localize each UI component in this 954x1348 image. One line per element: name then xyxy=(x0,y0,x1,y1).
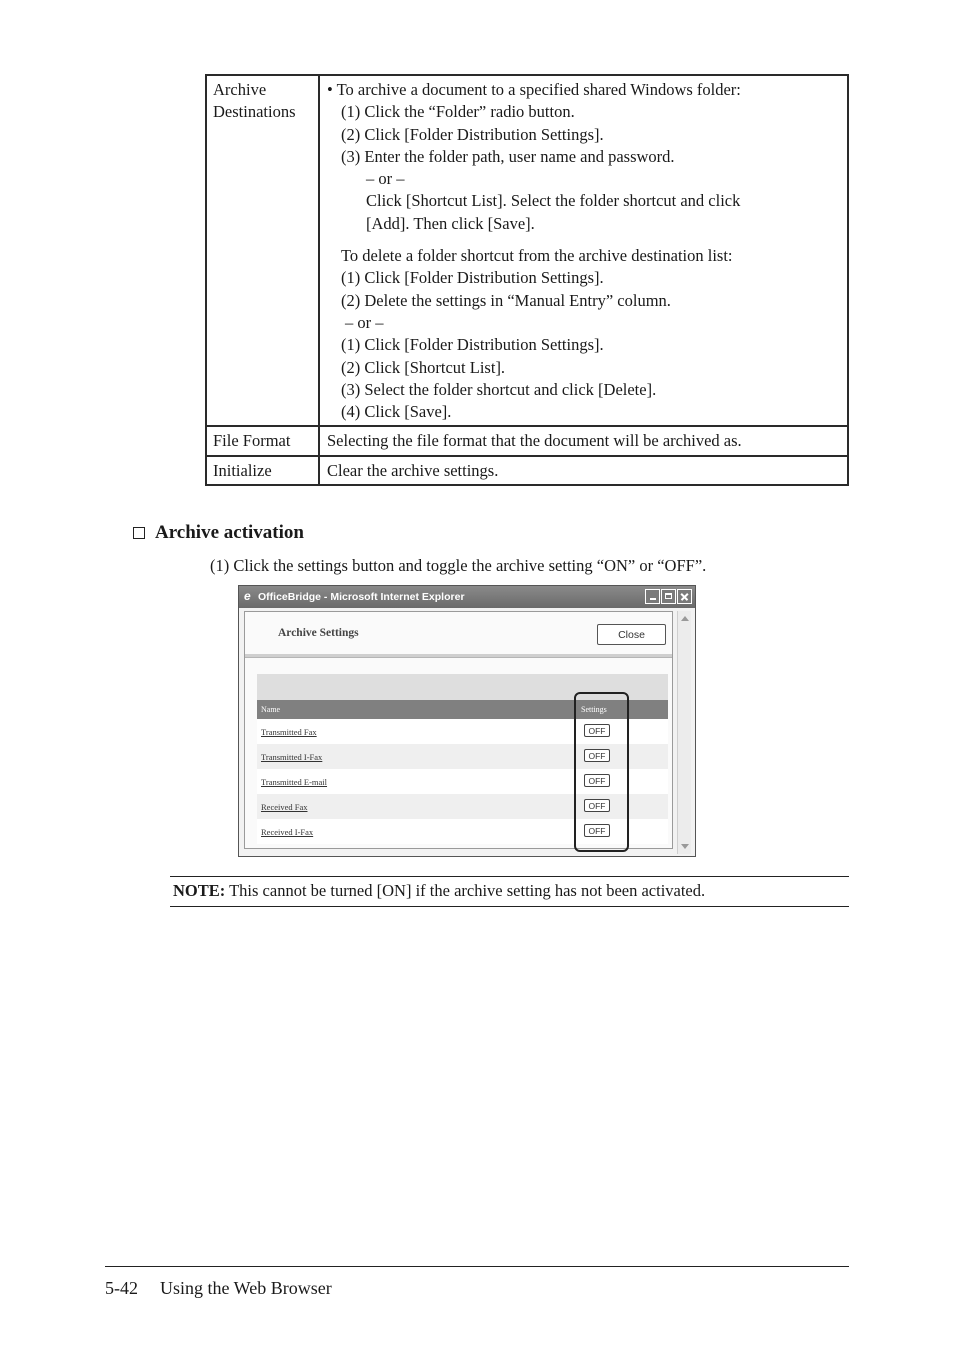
description-line: (1) Click the “Folder” radio button. xyxy=(341,102,575,122)
step-text: (1) Click the settings button and toggle the archive setting “ON” or “OFF”. xyxy=(210,556,707,575)
footer xyxy=(105,1278,332,1299)
row-label-line: Initialize xyxy=(213,460,272,480)
close-icon[interactable] xyxy=(677,589,692,604)
row-label-line: Destinations xyxy=(213,102,296,122)
settings-table xyxy=(205,74,849,486)
description-line: (1) Click [Folder Distribution Settings]. xyxy=(341,335,604,355)
table-row xyxy=(206,75,848,426)
checkbox-bullet-icon xyxy=(133,527,145,539)
description-line: (2) Click [Shortcut List]. xyxy=(341,357,506,377)
toggle-button[interactable]: OFF xyxy=(584,724,610,737)
description-line: [Add]. Then click [Save]. xyxy=(366,213,535,233)
chapter-title: Using the Web Browser xyxy=(160,1278,332,1298)
archive-type-link[interactable]: Received Fax xyxy=(261,802,308,812)
footer-rule xyxy=(105,1266,849,1267)
description-line: (3) Select the folder shortcut and click [Delete]. xyxy=(341,379,657,399)
header-separator xyxy=(245,654,672,658)
description-line: (2) Click [Folder Distribution Settings]. xyxy=(341,124,604,144)
section-heading xyxy=(133,522,304,544)
row-label xyxy=(206,456,319,485)
table-row xyxy=(206,456,848,485)
minimize-icon[interactable] xyxy=(645,589,660,604)
table-row xyxy=(206,426,848,455)
description-line: (1) Click [Folder Distribution Settings]. xyxy=(341,268,604,288)
page-number: 5-42 xyxy=(105,1278,138,1298)
description-line: (4) Click [Save]. xyxy=(341,402,452,422)
ie-icon xyxy=(243,592,254,603)
archive-type-link[interactable]: Received I-Fax xyxy=(261,827,314,837)
column-header-name: Name xyxy=(261,705,281,714)
description-line: – or – xyxy=(345,312,384,332)
window-controls xyxy=(645,589,692,604)
window-title: OfficeBridge - Microsoft Internet Explorer xyxy=(258,591,465,603)
row-label-line: File Format xyxy=(213,431,291,451)
description-line: (2) Delete the settings in “Manual Entry” column. xyxy=(341,290,671,310)
toggle-button[interactable]: OFF xyxy=(584,749,610,762)
description-line xyxy=(327,235,841,245)
description-line: (3) Enter the folder path, user name and password. xyxy=(341,146,675,166)
column-header-settings: Settings xyxy=(581,705,607,714)
row-description xyxy=(319,426,848,455)
description-line: Selecting the file format that the document will be archived as. xyxy=(327,431,742,451)
vertical-scrollbar[interactable] xyxy=(677,611,691,854)
row-description xyxy=(319,75,848,426)
row-label xyxy=(206,75,319,426)
section-title: Archive activation xyxy=(155,522,304,543)
toggle-button[interactable]: OFF xyxy=(584,799,610,812)
archive-type-link[interactable]: Transmitted I-Fax xyxy=(261,752,323,762)
note-text: This cannot be turned [ON] if the archive setting has not been activated. xyxy=(225,881,706,900)
settings-column-highlight xyxy=(574,692,629,852)
scroll-down-icon[interactable] xyxy=(681,844,689,849)
scroll-up-icon[interactable] xyxy=(681,616,689,621)
description-line: Click [Shortcut List]. Select the folder shortcut and click xyxy=(366,191,741,211)
description-line: Clear the archive settings. xyxy=(327,460,499,480)
toggle-button[interactable]: OFF xyxy=(584,824,610,837)
maximize-icon[interactable] xyxy=(661,589,676,604)
archive-type-link[interactable]: Transmitted E-mail xyxy=(261,777,328,787)
row-label-line: Archive xyxy=(213,80,267,99)
window-content xyxy=(244,611,673,849)
description-line: – or – xyxy=(366,169,405,189)
archive-type-link[interactable]: Transmitted Fax xyxy=(261,727,317,737)
ie-window xyxy=(238,585,696,857)
toggle-button[interactable]: OFF xyxy=(584,774,610,787)
description-line: • To archive a document to a specified shared Windows folder: xyxy=(327,80,741,99)
window-titlebar xyxy=(239,586,695,608)
settings-table-body xyxy=(206,75,848,485)
row-label xyxy=(206,426,319,455)
description-line: To delete a folder shortcut from the archive destination list: xyxy=(341,246,733,266)
archive-settings-heading: Archive Settings xyxy=(278,627,359,639)
note-box xyxy=(170,876,849,907)
close-button[interactable]: Close xyxy=(597,624,666,645)
note-label: NOTE: xyxy=(173,881,226,900)
row-description xyxy=(319,456,848,485)
